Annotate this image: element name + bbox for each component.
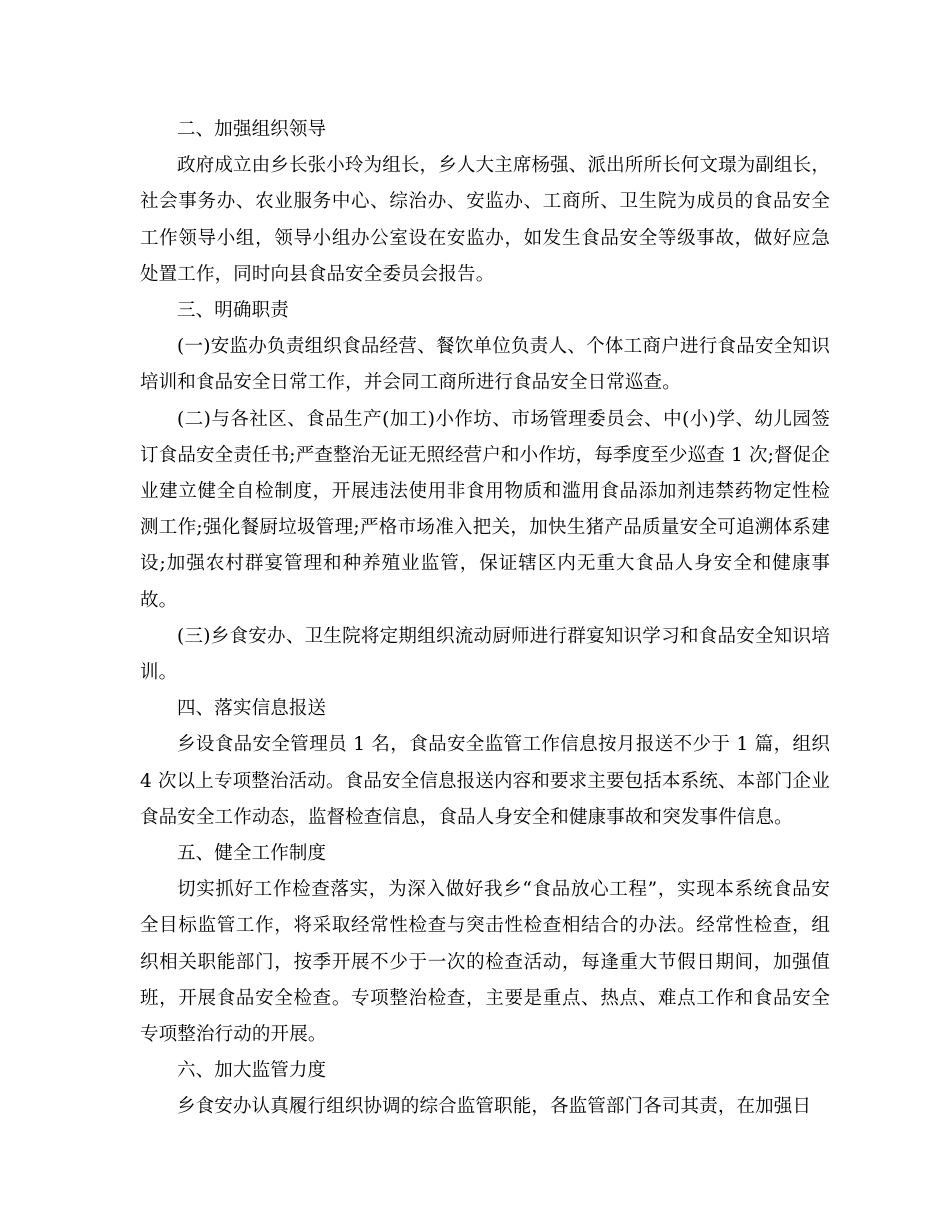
section-heading-responsibilities: 三、明确职责 [177,300,289,322]
paragraph-work-system: 切实抓好工作检查落实，为深入做好我乡“食品放心工程”，实现本系统食品安全目标监管工作，将采取经常性检查与突击性检查相结合的办法。经常性检查，组织相关职能部门，按季开展不少于一次的检查活动，每逢重大节假日期间，加强值班，开展食品安全检查。专项整治检查，主要是重点、热点、难点工作和食品安全专项整治行动的开展。 [140,879,830,1046]
paragraph-supervision: 乡食安办认真履行组织协调的综合监管职能，各监管部门各司其责，在加强日 [177,1096,812,1118]
paragraph-responsibility-3: (三)乡食安办、卫生院将定期组织流动厨师进行群宴知识学习和食品安全知识培训。 [140,625,830,684]
document-body [140,112,830,1126]
section-heading-work-system: 五、健全工作制度 [177,843,327,865]
section-heading-information-reporting: 四、落实信息报送 [177,698,327,720]
section-heading-supervision: 六、加大监管力度 [177,1060,327,1082]
paragraph-responsibility-2: (二)与各社区、食品生产(加工)小作坊、市场管理委员会、中(小)学、幼儿园签订食品安全责任书;严查整治无证无照经营户和小作坊，每季度至少巡查 1 次;督促企业建立健全自检制度，开展违法使用非食用物质和滥用食品添加剂违禁药物定性检测工作;强化餐厨垃圾管理;严格市场准入把关，加快生猪产品质量安全可追溯体系建设;加强农村群宴管理和种养殖业监管，保证辖区内无重大食品人身安全和健康事故。 [140,408,830,611]
paragraph-information-reporting: 乡设食品安全管理员 1 名，食品安全监管工作信息按月报送不少于 1 篇，组织 4 次以上专项整治活动。食品安全信息报送内容和要求主要包括本系统、本部门企业食品安全工作动态，监督检查信息，食品人身安全和健康事故和突发事件信息。 [140,734,831,828]
section-heading-organization: 二、加强组织领导 [177,119,327,140]
paragraph-leadership-group: 政府成立由乡长张小玲为组长，乡人大主席杨强、派出所所长何文璟为副组长，社会事务办、农业服务中心、综治办、安监办、工商所、卫生院为成员的食品安全工作领导小组，领导小组办公室设在安监办，如发生食品安全等级事故，做好应急处置工作，同时向县食品安全委员会报告。 [140,155,830,285]
paragraph-responsibility-1: (一)安监办负责组织食品经营、餐饮单位负责人、个体工商户进行食品安全知识培训和食品安全日常工作，并会同工商所进行食品安全日常巡查。 [140,336,830,394]
